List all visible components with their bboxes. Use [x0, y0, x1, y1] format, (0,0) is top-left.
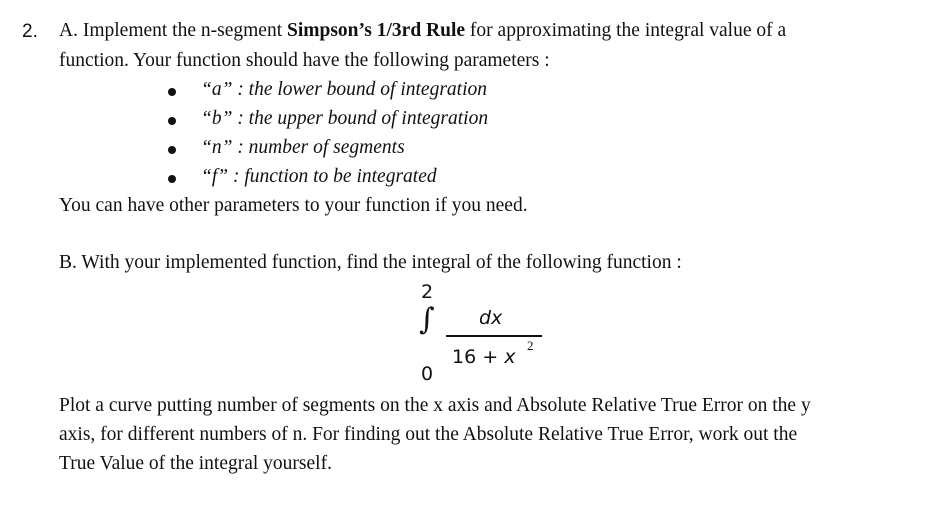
- lower-limit: 0: [421, 363, 434, 385]
- bullet-icon: [168, 88, 176, 96]
- simpson-rule-bold: Simpson’s 1/3rd Rule: [286, 20, 466, 41]
- denominator-constant: 16 +: [452, 346, 505, 368]
- plot-instruction-line-3: True Value of the integral yourself.: [59, 453, 332, 474]
- denominator-variable: x: [504, 346, 516, 368]
- part-b-intro: B. With your implemented function, find the integral of the following function :: [59, 252, 682, 273]
- question-number: 2.: [22, 21, 38, 42]
- bullet-icon: [168, 175, 176, 183]
- upper-limit: 2: [421, 281, 434, 303]
- fraction-bar: [446, 335, 542, 337]
- parameter-text: “n” : number of segments: [201, 137, 405, 158]
- plot-instruction-line-1: Plot a curve putting number of segments on the x axis and Absolute Relative True Error on the y: [59, 395, 811, 416]
- parameter-text: “f” : function to be integrated: [201, 166, 437, 187]
- parameter-text: “a” : the lower bound of integration: [201, 79, 488, 100]
- part-a-line-2: function. Your function should have the following parameters :: [59, 50, 550, 71]
- part-a-line-1: [59, 21, 786, 41]
- denominator-exponent: 2: [527, 338, 534, 353]
- part-a-line-1-prefix: A. Implement the n-segment: [59, 20, 287, 41]
- plot-instruction-line-2: axis, for different numbers of n. For finding out the Absolute Relative True Error, work out the: [59, 424, 798, 445]
- parameter-text: “b” : the upper bound of integration: [201, 108, 489, 129]
- part-a-line-1-suffix: for approximating the integral value of a: [465, 20, 787, 41]
- numerator: dx: [479, 307, 503, 329]
- integral-sign: ∫: [419, 302, 435, 337]
- denominator: [452, 348, 515, 367]
- bullet-icon: [168, 117, 176, 125]
- bullet-icon: [168, 146, 176, 154]
- part-a-note: You can have other parameters to your function if you need.: [59, 195, 528, 216]
